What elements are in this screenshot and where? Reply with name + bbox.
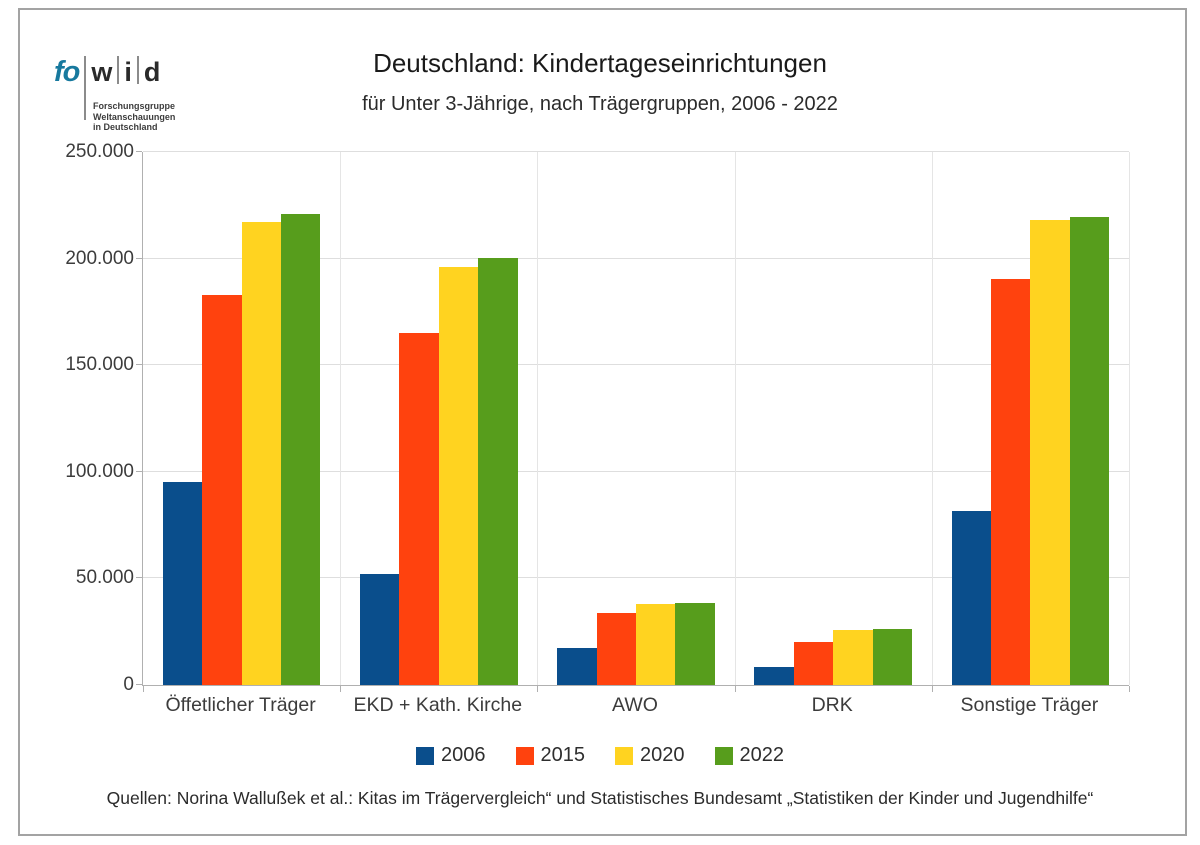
bar-2015-AWO [597, 613, 636, 685]
x-axis-labels [142, 694, 1128, 720]
legend-label: 2020 [640, 744, 685, 766]
y-axis-tick [136, 471, 142, 472]
category-separator [537, 152, 538, 685]
category-separator [735, 152, 736, 685]
x-axis-category-label: AWO [612, 694, 658, 716]
x-axis-category-label: Sonstige Träger [960, 694, 1099, 716]
bar-2022-Sonstige Träger [1070, 217, 1109, 685]
gridline-horizontal [143, 151, 1129, 152]
category-separator [1129, 152, 1130, 685]
bar-2006-AWO [557, 648, 596, 685]
y-axis-labels [40, 141, 134, 695]
legend-swatch [516, 747, 534, 765]
source-caption: Quellen: Norina Wallußek et al.: Kitas im Trägervergleich“ und Statistisches Bundesamt „Statistiken der Kinder und Jugendhilfe“ [106, 788, 1094, 808]
y-axis-tick-label: 50.000 [75, 567, 134, 589]
legend-swatch [715, 747, 733, 765]
x-axis-category-label: DRK [811, 694, 853, 716]
y-axis-tick-label: 100.000 [65, 460, 134, 482]
logo-subtitle-line: Forschungsgruppe [93, 101, 176, 111]
bar-2006-DRK [754, 667, 793, 685]
logo-subtitle-line: in Deutschland [93, 122, 158, 132]
bar-2022-AWO [675, 603, 714, 685]
bar-2006-EKD + Kath. Kirche [360, 574, 399, 685]
bar-2020-Sonstige Träger [1030, 220, 1069, 685]
y-axis-tick [136, 684, 142, 685]
x-axis-tick [340, 686, 341, 692]
bar-2020-AWO [636, 604, 675, 685]
bar-2015-EKD + Kath. Kirche [399, 333, 438, 685]
bar-2022-Öffetlicher Träger [281, 214, 320, 685]
legend-item-2006 [416, 744, 486, 767]
bar-2015-Öffetlicher Träger [202, 295, 241, 685]
logo-w-text: w [91, 57, 113, 87]
logo-subtitle-line: Weltanschauungen [93, 111, 176, 122]
legend-label: 2006 [441, 744, 486, 766]
logo-i-text: i [124, 57, 132, 87]
chart-title: Deutschland: Kindertageseinrichtungen [373, 48, 827, 78]
bar-2006-Sonstige Träger [952, 511, 991, 685]
x-axis-category-label: EKD + Kath. Kirche [353, 694, 523, 716]
x-axis-tick [1129, 686, 1130, 692]
y-axis-tick-label: 150.000 [65, 354, 134, 376]
legend-label: 2022 [739, 744, 784, 766]
y-axis-tick-label: 0 [123, 674, 134, 695]
bar-2020-DRK [833, 630, 872, 685]
legend-swatch [416, 747, 434, 765]
bar-2022-DRK [873, 629, 912, 685]
legend-swatch [615, 747, 633, 765]
bar-2020-Öffetlicher Träger [242, 222, 281, 685]
plot-area [142, 152, 1129, 686]
y-axis-tick [136, 258, 142, 259]
bar-2020-EKD + Kath. Kirche [439, 267, 478, 685]
legend-item-2020 [615, 744, 685, 767]
bar-2015-Sonstige Träger [991, 279, 1030, 685]
logo-d-text: d [143, 57, 161, 87]
x-axis-tick [932, 686, 933, 692]
bar-2015-DRK [794, 642, 833, 685]
legend-item-2015 [516, 744, 586, 767]
x-axis-tick [143, 686, 144, 692]
category-separator [340, 152, 341, 685]
bar-2022-EKD + Kath. Kirche [478, 258, 517, 685]
y-axis-tick-label: 250.000 [65, 141, 134, 162]
y-axis-tick [136, 364, 142, 365]
y-axis-tick-label: 200.000 [65, 247, 134, 269]
y-axis-tick [136, 151, 142, 152]
y-axis-tick [136, 577, 142, 578]
x-axis-tick [735, 686, 736, 692]
bar-2006-Öffetlicher Träger [163, 482, 202, 685]
legend [0, 744, 1200, 767]
legend-label: 2015 [540, 744, 585, 766]
category-separator [932, 152, 933, 685]
x-axis-category-label: Öffetlicher Träger [165, 694, 316, 716]
legend-item-2022 [715, 744, 785, 767]
chart-subtitle: für Unter 3-Jährige, nach Trägergruppen, 2006 - 2022 [362, 93, 838, 115]
logo-fo-text: fo [54, 56, 80, 88]
x-axis-tick [537, 686, 538, 692]
